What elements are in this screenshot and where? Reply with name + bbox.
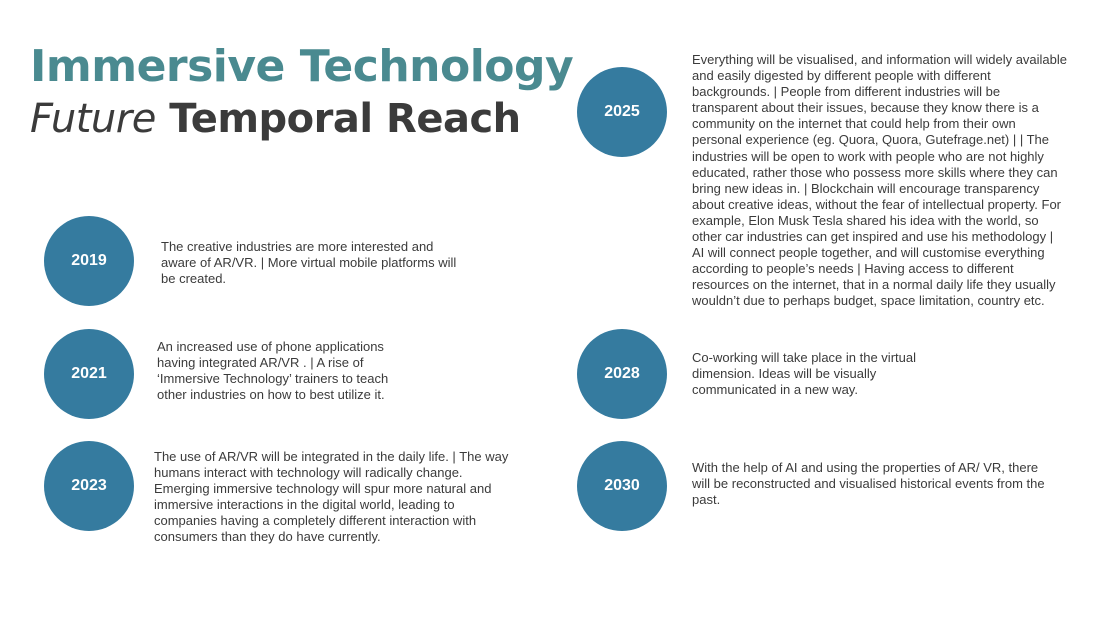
timeline-text-2021: An increased use of phone applications having integrated AR/VR . | A rise of ‘Immersive Technology’ trainers to teach other industries on how to best utilize it. — [157, 339, 389, 403]
year-circle-2028 — [577, 329, 667, 419]
title-line-1: Immersive Technology — [30, 41, 574, 92]
year-label: 2025 — [604, 103, 640, 120]
year-label: 2019 — [71, 252, 107, 269]
year-circle-2023 — [44, 441, 134, 531]
slide-title — [30, 40, 573, 144]
timeline-text-2019: The creative industries are more interested and aware of AR/VR. | More virtual mobile platforms will be created. — [161, 239, 457, 287]
year-label: 2023 — [71, 477, 107, 494]
title-future-word: Future — [30, 96, 156, 142]
year-label: 2030 — [604, 477, 640, 494]
year-circle-2025 — [577, 67, 667, 157]
timeline-text-2028: Co-working will take place in the virtual dimension. Ideas will be visually communicated in a new way. — [692, 350, 916, 398]
title-temporal-reach: Temporal Reach — [169, 96, 521, 142]
year-circle-2030 — [577, 441, 667, 531]
timeline-text-2025: Everything will be visualised, and information will widely available and easily digested by different people with different backgrounds. | People from different industries will be transparent about their issues, because they know there is a community on the internet that could help from their own personal experience (eg. Quora, Quora, Gutefrage.net) | | The industries will be open to work with people who are not highly educated, rather those who possess more skills where they can bring new ideas in. | Blockchain will encourage transparency about creative ideas, without the fear of intellectual property. For example, Elon Musk Tesla shared his idea with the world, so other car industries can get inspired and use his methodology | AI will connect people together, and will customise everything according to people’s needs | Having access to different resources on the internet, that in a normal daily life they usually wouldn’t due to perhaps budget, space limitation, country etc. — [692, 52, 1068, 309]
year-label: 2028 — [604, 365, 640, 382]
year-circle-2021 — [44, 329, 134, 419]
year-circle-2019 — [44, 216, 134, 306]
timeline-text-2023: The use of AR/VR will be integrated in the daily life. | The way humans interact with technology will radically change. Emerging immersive technology will spur more natural and immersive interactions in the digital world, leading to companies having a completely different interaction with consumers than they do have currently. — [154, 449, 509, 545]
title-line-2 — [30, 94, 573, 144]
timeline-text-2030: With the help of AI and using the properties of AR/ VR, there will be reconstructed and visualised historical events from the past. — [692, 460, 1045, 508]
year-label: 2021 — [71, 365, 107, 382]
